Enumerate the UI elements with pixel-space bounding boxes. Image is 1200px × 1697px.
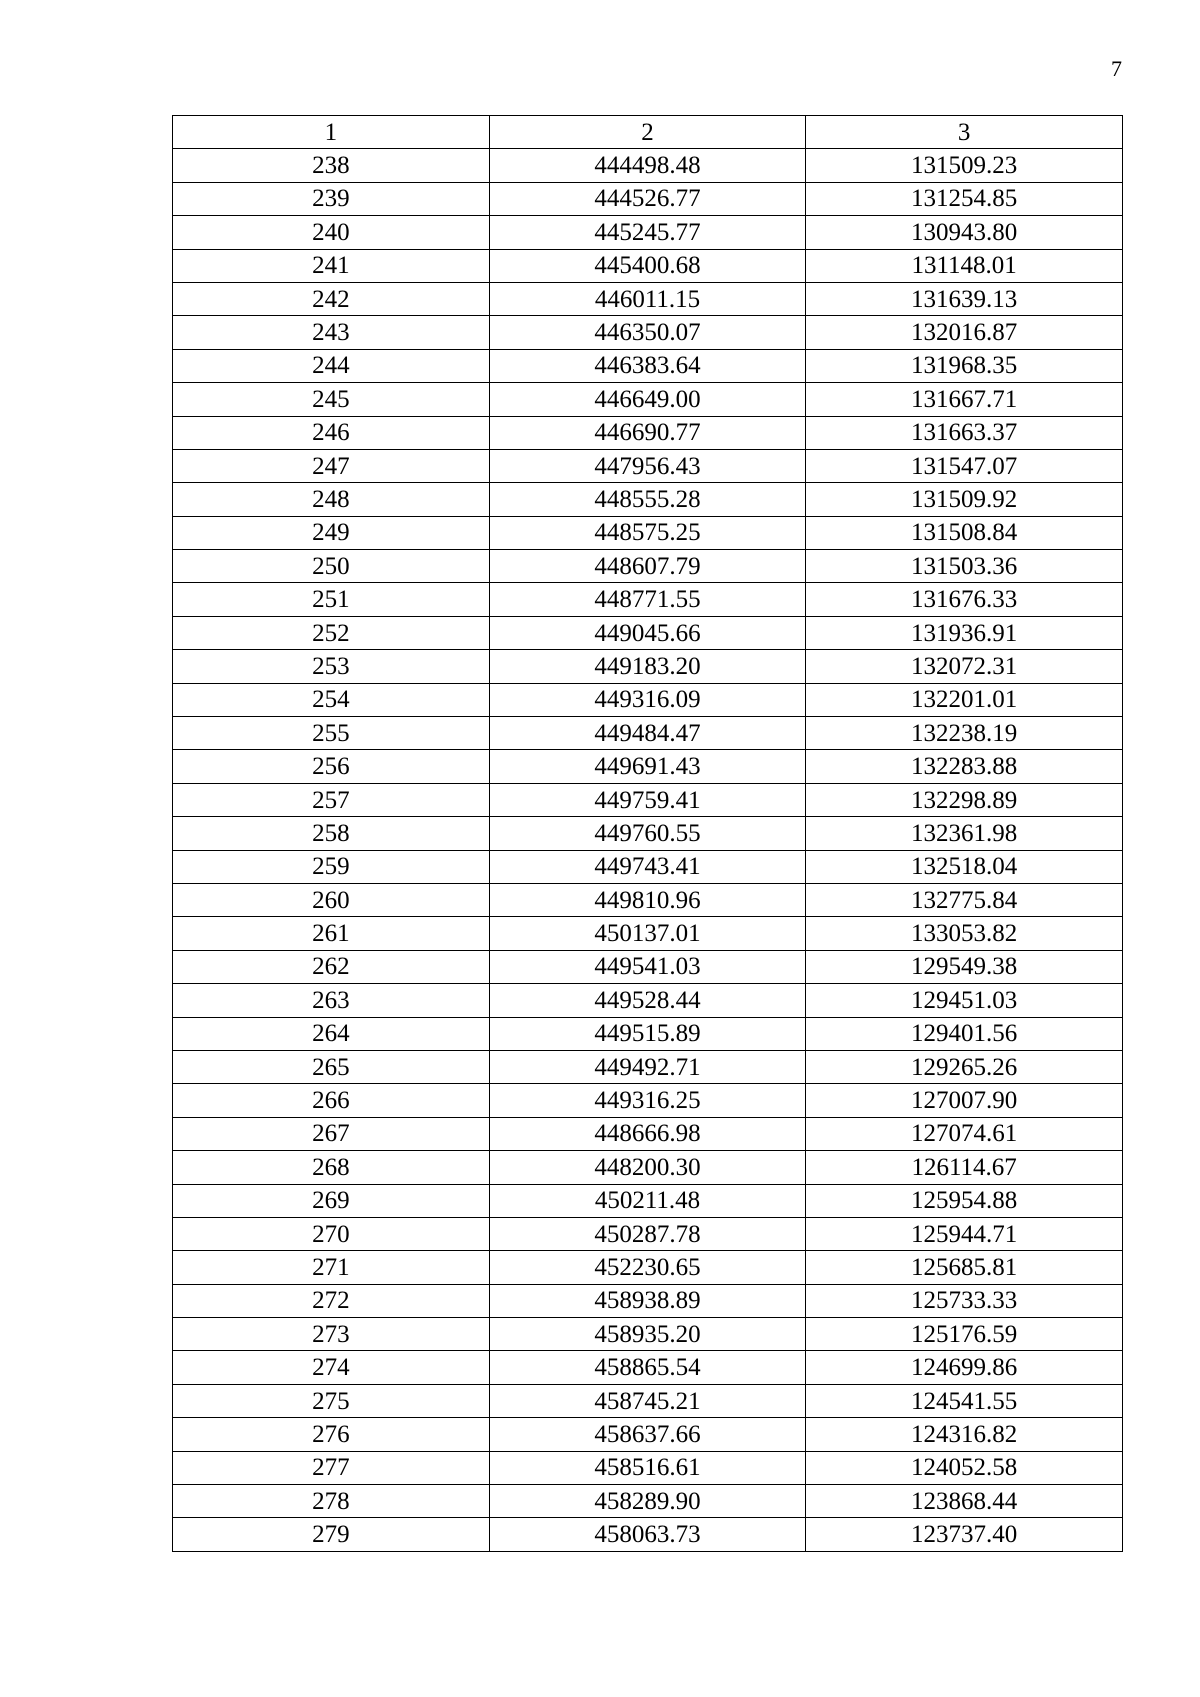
table-row bbox=[173, 1318, 1123, 1351]
table-cell-col-3: 127074.61 bbox=[806, 1117, 1123, 1150]
table-row bbox=[173, 1418, 1123, 1451]
table-row bbox=[173, 1184, 1123, 1217]
table-cell-col-2: 449743.41 bbox=[489, 850, 806, 883]
table-row bbox=[173, 1050, 1123, 1083]
table-row bbox=[173, 883, 1123, 916]
table-cell-col-2: 458516.61 bbox=[489, 1451, 806, 1484]
table-cell-col-2: 449183.20 bbox=[489, 650, 806, 683]
table-cell-col-3: 125954.88 bbox=[806, 1184, 1123, 1217]
table-cell-col-1: 247 bbox=[173, 449, 490, 482]
table-cell-col-1: 261 bbox=[173, 917, 490, 950]
table-cell-col-1: 256 bbox=[173, 750, 490, 783]
table-row bbox=[173, 1117, 1123, 1150]
table-row bbox=[173, 583, 1123, 616]
table-cell-col-2: 452230.65 bbox=[489, 1251, 806, 1284]
table-cell-col-2: 458745.21 bbox=[489, 1384, 806, 1417]
column-header-1: 1 bbox=[173, 116, 490, 149]
table-row bbox=[173, 1084, 1123, 1117]
table-cell-col-1: 260 bbox=[173, 883, 490, 916]
table-cell-col-1: 246 bbox=[173, 416, 490, 449]
table-cell-col-1: 241 bbox=[173, 249, 490, 282]
table-cell-col-1: 245 bbox=[173, 383, 490, 416]
table-cell-col-1: 253 bbox=[173, 650, 490, 683]
table-row bbox=[173, 249, 1123, 282]
table-cell-col-3: 125176.59 bbox=[806, 1318, 1123, 1351]
table-row bbox=[173, 1017, 1123, 1050]
table-cell-col-1: 242 bbox=[173, 282, 490, 315]
table-cell-col-1: 239 bbox=[173, 182, 490, 215]
table-cell-col-2: 449515.89 bbox=[489, 1017, 806, 1050]
table-cell-col-2: 458865.54 bbox=[489, 1351, 806, 1384]
table-cell-col-1: 254 bbox=[173, 683, 490, 716]
table-cell-col-3: 132016.87 bbox=[806, 316, 1123, 349]
table-cell-col-1: 258 bbox=[173, 817, 490, 850]
table-cell-col-3: 131676.33 bbox=[806, 583, 1123, 616]
table-row bbox=[173, 516, 1123, 549]
table-cell-col-2: 449528.44 bbox=[489, 984, 806, 1017]
table-row bbox=[173, 1384, 1123, 1417]
table-cell-col-3: 132238.19 bbox=[806, 717, 1123, 750]
table-cell-col-3: 123868.44 bbox=[806, 1485, 1123, 1518]
table-row bbox=[173, 683, 1123, 716]
table-cell-col-3: 131503.36 bbox=[806, 550, 1123, 583]
table-cell-col-3: 131936.91 bbox=[806, 616, 1123, 649]
table-cell-col-3: 131547.07 bbox=[806, 449, 1123, 482]
table-cell-col-1: 267 bbox=[173, 1117, 490, 1150]
table-cell-col-3: 124541.55 bbox=[806, 1384, 1123, 1417]
table-cell-col-3: 131968.35 bbox=[806, 349, 1123, 382]
table-row bbox=[173, 717, 1123, 750]
table-cell-col-1: 272 bbox=[173, 1284, 490, 1317]
table-cell-col-3: 132361.98 bbox=[806, 817, 1123, 850]
table-cell-col-3: 132775.84 bbox=[806, 883, 1123, 916]
table-cell-col-1: 248 bbox=[173, 483, 490, 516]
table-cell-col-3: 132283.88 bbox=[806, 750, 1123, 783]
table-cell-col-3: 123737.40 bbox=[806, 1518, 1123, 1551]
table-row bbox=[173, 483, 1123, 516]
table-cell-col-2: 449760.55 bbox=[489, 817, 806, 850]
table-cell-col-2: 444526.77 bbox=[489, 182, 806, 215]
table-row bbox=[173, 1251, 1123, 1284]
table-cell-col-1: 262 bbox=[173, 950, 490, 983]
table-row bbox=[173, 349, 1123, 382]
table-cell-col-3: 131508.84 bbox=[806, 516, 1123, 549]
table-cell-col-2: 458935.20 bbox=[489, 1318, 806, 1351]
table-row bbox=[173, 950, 1123, 983]
table-row bbox=[173, 650, 1123, 683]
table-cell-col-1: 268 bbox=[173, 1151, 490, 1184]
table-cell-col-2: 448200.30 bbox=[489, 1151, 806, 1184]
table-cell-col-3: 131639.13 bbox=[806, 282, 1123, 315]
table-cell-col-2: 448555.28 bbox=[489, 483, 806, 516]
table-row bbox=[173, 550, 1123, 583]
table-cell-col-3: 131663.37 bbox=[806, 416, 1123, 449]
table-cell-col-3: 132298.89 bbox=[806, 783, 1123, 816]
table-row bbox=[173, 316, 1123, 349]
table-row bbox=[173, 917, 1123, 950]
table-row bbox=[173, 817, 1123, 850]
table-row bbox=[173, 1451, 1123, 1484]
table-row bbox=[173, 216, 1123, 249]
table-cell-col-2: 449316.25 bbox=[489, 1084, 806, 1117]
table-cell-col-1: 279 bbox=[173, 1518, 490, 1551]
table-row bbox=[173, 282, 1123, 315]
table-cell-col-2: 444498.48 bbox=[489, 149, 806, 182]
table-cell-col-1: 265 bbox=[173, 1050, 490, 1083]
table-cell-col-3: 131509.23 bbox=[806, 149, 1123, 182]
table-cell-col-1: 238 bbox=[173, 149, 490, 182]
table-cell-col-1: 257 bbox=[173, 783, 490, 816]
table-row bbox=[173, 850, 1123, 883]
table-cell-col-3: 132201.01 bbox=[806, 683, 1123, 716]
table-cell-col-3: 131667.71 bbox=[806, 383, 1123, 416]
table-cell-col-3: 129451.03 bbox=[806, 984, 1123, 1017]
table-cell-col-2: 458289.90 bbox=[489, 1485, 806, 1518]
table-cell-col-3: 132072.31 bbox=[806, 650, 1123, 683]
table-cell-col-3: 125733.33 bbox=[806, 1284, 1123, 1317]
table-cell-col-1: 243 bbox=[173, 316, 490, 349]
table-cell-col-1: 249 bbox=[173, 516, 490, 549]
table-cell-col-1: 264 bbox=[173, 1017, 490, 1050]
table-row bbox=[173, 984, 1123, 1017]
table-cell-col-3: 133053.82 bbox=[806, 917, 1123, 950]
table-cell-col-2: 449759.41 bbox=[489, 783, 806, 816]
table-cell-col-2: 458063.73 bbox=[489, 1518, 806, 1551]
table-cell-col-1: 275 bbox=[173, 1384, 490, 1417]
table-cell-col-1: 273 bbox=[173, 1318, 490, 1351]
table-cell-col-2: 450287.78 bbox=[489, 1217, 806, 1250]
table-cell-col-1: 255 bbox=[173, 717, 490, 750]
table-cell-col-3: 124699.86 bbox=[806, 1351, 1123, 1384]
column-header-2: 2 bbox=[489, 116, 806, 149]
table-cell-col-2: 446690.77 bbox=[489, 416, 806, 449]
table-cell-col-1: 278 bbox=[173, 1485, 490, 1518]
column-header-3: 3 bbox=[806, 116, 1123, 149]
table-row bbox=[173, 416, 1123, 449]
table-row bbox=[173, 616, 1123, 649]
table-cell-col-2: 447956.43 bbox=[489, 449, 806, 482]
table-cell-col-2: 449691.43 bbox=[489, 750, 806, 783]
table-header bbox=[173, 116, 1123, 149]
table-row bbox=[173, 383, 1123, 416]
table-cell-col-2: 449316.09 bbox=[489, 683, 806, 716]
table-cell-col-1: 251 bbox=[173, 583, 490, 616]
table-cell-col-1: 269 bbox=[173, 1184, 490, 1217]
table-cell-col-2: 448666.98 bbox=[489, 1117, 806, 1150]
table-cell-col-2: 450211.48 bbox=[489, 1184, 806, 1217]
table-cell-col-2: 446011.15 bbox=[489, 282, 806, 315]
table-cell-col-2: 445400.68 bbox=[489, 249, 806, 282]
table-cell-col-3: 129401.56 bbox=[806, 1017, 1123, 1050]
table-row bbox=[173, 783, 1123, 816]
table-cell-col-3: 132518.04 bbox=[806, 850, 1123, 883]
table-cell-col-3: 126114.67 bbox=[806, 1151, 1123, 1184]
table-row bbox=[173, 1151, 1123, 1184]
table-cell-col-3: 130943.80 bbox=[806, 216, 1123, 249]
table-cell-col-2: 449045.66 bbox=[489, 616, 806, 649]
table-cell-col-1: 276 bbox=[173, 1418, 490, 1451]
table-cell-col-3: 131509.92 bbox=[806, 483, 1123, 516]
table-cell-col-1: 277 bbox=[173, 1451, 490, 1484]
table-cell-col-1: 250 bbox=[173, 550, 490, 583]
table-cell-col-3: 131148.01 bbox=[806, 249, 1123, 282]
page-number: 7 bbox=[1111, 56, 1122, 81]
table-row bbox=[173, 1284, 1123, 1317]
table-cell-col-1: 263 bbox=[173, 984, 490, 1017]
table-cell-col-3: 129549.38 bbox=[806, 950, 1123, 983]
table-cell-col-1: 270 bbox=[173, 1217, 490, 1250]
table-row bbox=[173, 182, 1123, 215]
table-cell-col-2: 449810.96 bbox=[489, 883, 806, 916]
table-row bbox=[173, 1485, 1123, 1518]
coordinates-table bbox=[172, 115, 1123, 1552]
table-row bbox=[173, 1351, 1123, 1384]
table-cell-col-2: 446383.64 bbox=[489, 349, 806, 382]
table-cell-col-3: 124052.58 bbox=[806, 1451, 1123, 1484]
table-cell-col-1: 259 bbox=[173, 850, 490, 883]
table-cell-col-1: 244 bbox=[173, 349, 490, 382]
table-row bbox=[173, 1518, 1123, 1551]
table-cell-col-3: 131254.85 bbox=[806, 182, 1123, 215]
table-cell-col-2: 446350.07 bbox=[489, 316, 806, 349]
table-cell-col-3: 124316.82 bbox=[806, 1418, 1123, 1451]
table-body bbox=[173, 149, 1123, 1551]
table-header-row bbox=[173, 116, 1123, 149]
table-row bbox=[173, 750, 1123, 783]
table-cell-col-2: 445245.77 bbox=[489, 216, 806, 249]
table-row bbox=[173, 1217, 1123, 1250]
table-cell-col-1: 274 bbox=[173, 1351, 490, 1384]
table-cell-col-2: 449492.71 bbox=[489, 1050, 806, 1083]
table-cell-col-2: 448607.79 bbox=[489, 550, 806, 583]
table-row bbox=[173, 149, 1123, 182]
table-cell-col-2: 449541.03 bbox=[489, 950, 806, 983]
table-cell-col-2: 450137.01 bbox=[489, 917, 806, 950]
table-cell-col-1: 240 bbox=[173, 216, 490, 249]
table-cell-col-1: 266 bbox=[173, 1084, 490, 1117]
table-cell-col-2: 458938.89 bbox=[489, 1284, 806, 1317]
table-cell-col-2: 446649.00 bbox=[489, 383, 806, 416]
table-cell-col-2: 448771.55 bbox=[489, 583, 806, 616]
table-cell-col-2: 458637.66 bbox=[489, 1418, 806, 1451]
table-cell-col-3: 129265.26 bbox=[806, 1050, 1123, 1083]
table-cell-col-2: 448575.25 bbox=[489, 516, 806, 549]
table-row bbox=[173, 449, 1123, 482]
table-cell-col-1: 271 bbox=[173, 1251, 490, 1284]
table-cell-col-3: 125685.81 bbox=[806, 1251, 1123, 1284]
table-cell-col-1: 252 bbox=[173, 616, 490, 649]
table-cell-col-3: 127007.90 bbox=[806, 1084, 1123, 1117]
table-cell-col-3: 125944.71 bbox=[806, 1217, 1123, 1250]
table-cell-col-2: 449484.47 bbox=[489, 717, 806, 750]
